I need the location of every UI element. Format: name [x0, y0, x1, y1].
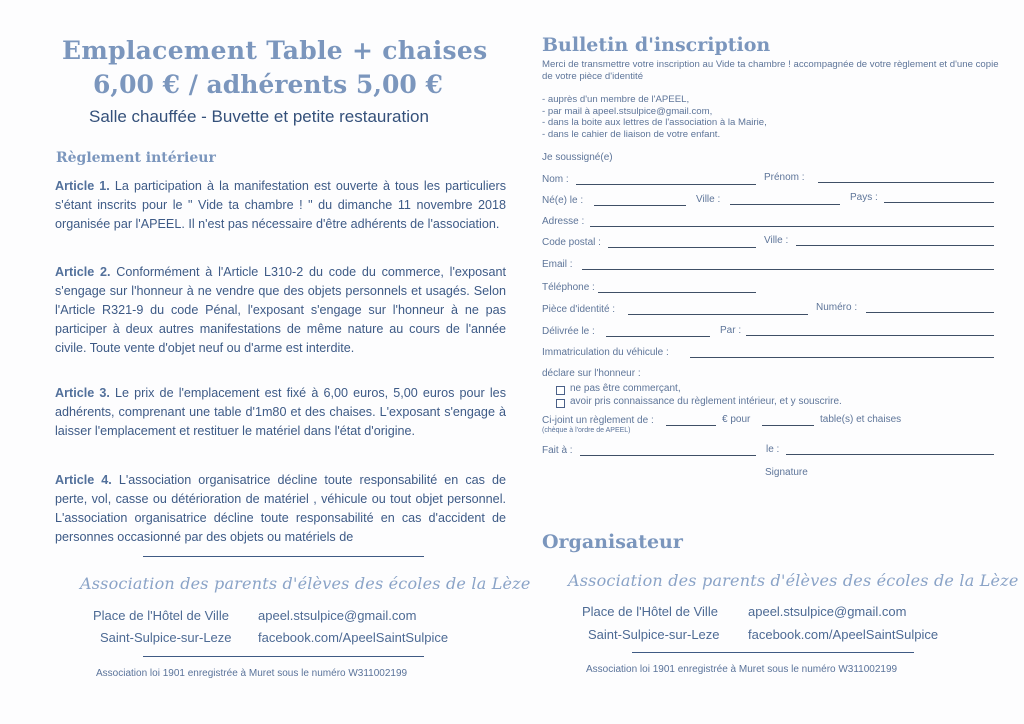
- tables-count-field[interactable]: [762, 425, 814, 426]
- tables-label: table(s) et chaises: [820, 414, 902, 425]
- nom-label: Nom :: [542, 174, 569, 185]
- article-2: [55, 263, 506, 358]
- birthdate-field[interactable]: [594, 205, 686, 206]
- city-field[interactable]: [796, 245, 994, 246]
- rules-accepted-label: avoir pris connaissance du règlement intérieur, et y souscrire.: [570, 396, 842, 407]
- issued-date-field[interactable]: [606, 336, 710, 337]
- payment-amount-field[interactable]: [666, 425, 716, 426]
- list-item: - dans le cahier de liaison de votre enfant.: [542, 128, 721, 140]
- form-title: Bulletin d'inscription: [542, 34, 771, 56]
- plate-label: Immatriculation du véhicule :: [542, 347, 669, 358]
- address-label: Adresse :: [542, 216, 585, 227]
- registration-page: [520, 0, 1024, 724]
- article-1: [55, 177, 506, 234]
- divider: [143, 556, 424, 557]
- divider: [632, 652, 914, 653]
- article-text: Le prix de l'emplacement est fixé à 6,00 euros, 5,00 euros pour les adhérents, comprenant une table d'1m80 et des chaises. L'exposant s'engage à laisser l'emplacement et restituer le matériel dans l'état d'origine.: [55, 386, 506, 438]
- registration-note: Association loi 1901 enregistrée à Muret sous le numéro W311002199: [96, 668, 408, 679]
- association-name: Association des parents d'élèves des écoles de la Lèze: [568, 571, 1019, 590]
- email-link[interactable]: apeel.stsulpice@gmail.com: [258, 608, 417, 623]
- article-label: Article 1.: [55, 179, 110, 193]
- organizer-title: Organisateur: [542, 531, 683, 553]
- country-field[interactable]: [884, 202, 994, 203]
- article-text: L'association organisatrice décline toute responsabilité en cas de perte, vol, casse ou détérioration de matériel , véhicule ou tout objet personnel. L'association organisatrice décline toute responsabilité en cas d'accident de personnes occasionné par des objets ou matériels de: [55, 473, 506, 544]
- submission-list: [542, 94, 767, 140]
- phone-field[interactable]: [598, 292, 756, 293]
- article-label: Article 2.: [55, 265, 111, 279]
- form-intro: Merci de transmettre votre inscription au Vide ta chambre ! accompagnée de votre règlement et d'une copie de votre pièce d'identité: [542, 59, 999, 82]
- article-label: Article 4.: [55, 473, 112, 487]
- country-label: Pays :: [850, 192, 878, 203]
- birthdate-label: Né(e) le :: [542, 195, 584, 206]
- list-item: - dans la boite aux lettres de l'association à la Mairie,: [542, 117, 767, 128]
- section-title: Règlement intérieur: [56, 150, 216, 166]
- birthcity-label: Ville :: [696, 194, 721, 205]
- subtitle: Salle chauffée - Buvette et petite restauration: [89, 107, 429, 126]
- id-number-label: Numéro :: [816, 302, 858, 313]
- birthcity-field[interactable]: [730, 204, 840, 205]
- date-field[interactable]: [786, 454, 994, 455]
- email-field[interactable]: [582, 269, 994, 270]
- list-item: - par mail à apeel.stsulpice@gmail.com,: [542, 105, 713, 117]
- prenom-label: Prénom :: [764, 172, 805, 183]
- id-number-field[interactable]: [866, 312, 994, 313]
- plate-field[interactable]: [690, 357, 994, 358]
- issued-by-field[interactable]: [746, 335, 994, 336]
- prenom-field[interactable]: [818, 182, 994, 183]
- article-label: Article 3.: [55, 386, 110, 400]
- address-line-2: Saint-Sulpice-sur-Leze: [588, 627, 720, 642]
- article-4: [55, 471, 506, 547]
- euro-for-label: € pour: [722, 414, 751, 425]
- postcode-field[interactable]: [608, 247, 756, 248]
- city-label: Ville :: [764, 235, 789, 246]
- id-doc-label: Pièce d'identité :: [542, 304, 616, 315]
- issued-by-label: Par :: [720, 325, 742, 336]
- not-merchant-label: ne pas être commerçant,: [570, 383, 681, 394]
- signature-label: Signature: [765, 467, 808, 478]
- article-text: La participation à la manifestation est ouverte à tous les particuliers s'étant inscrits pour le " Vide ta chambre ! " du dimanche 11 novembre 2018 organisée par l'APEEL. Il n'est pas nécessaire d'être adhérents de l'association.: [55, 179, 507, 231]
- declare-label: déclare sur l'honneur :: [542, 368, 641, 379]
- phone-label: Téléphone :: [542, 282, 595, 293]
- place-field[interactable]: [580, 455, 756, 456]
- association-name: Association des parents d'élèves des écoles de la Lèze: [80, 574, 531, 593]
- facebook-link[interactable]: facebook.com/ApeelSaintSulpice: [748, 627, 939, 642]
- registration-note: Association loi 1901 enregistrée à Muret sous le numéro W311002199: [586, 664, 898, 675]
- article-text: Conformément à l'Article L310-2 du code du commerce, l'exposant s'engage sur l'honneur à ne vendre que des objets personnels et usagés. Selon l'Article R321-9 du code Pénal, l'exposant s'engage sur l'honneur à ne pas participer à deux autres manifestations de même nature au cours de l'année civile. Toute vente d'objet neuf ou d'arme est interdite.: [55, 265, 506, 355]
- rules-accepted-checkbox[interactable]: [556, 399, 565, 408]
- email-link[interactable]: apeel.stsulpice@gmail.com: [748, 604, 907, 619]
- email-label: Email :: [542, 259, 573, 270]
- price-title: 6,00 € / adhérents 5,00 €: [93, 70, 443, 99]
- address-line-1: Place de l'Hôtel de Ville: [93, 608, 229, 623]
- article-3: [55, 384, 506, 441]
- place-label: Fait à :: [542, 445, 573, 456]
- id-doc-field[interactable]: [628, 314, 808, 315]
- list-item: - auprès d'un membre de l'APEEL,: [542, 94, 690, 105]
- undersigned-label: Je soussigné(e): [542, 152, 613, 163]
- divider: [143, 656, 424, 657]
- address-line-1: Place de l'Hôtel de Ville: [582, 604, 718, 619]
- postcode-label: Code postal :: [542, 237, 601, 248]
- issued-label: Délivrée le :: [542, 326, 595, 337]
- nom-field[interactable]: [576, 184, 756, 185]
- flyer-title: Emplacement Table + chaises: [62, 36, 488, 65]
- facebook-link[interactable]: facebook.com/ApeelSaintSulpice: [258, 630, 449, 645]
- cheque-note: (chèque à l'ordre de APEEL): [542, 427, 631, 434]
- address-line-2: Saint-Sulpice-sur-Leze: [100, 630, 232, 645]
- not-merchant-checkbox[interactable]: [556, 386, 565, 395]
- payment-label: Ci-joint un règlement de :: [542, 415, 654, 426]
- date-label: le :: [766, 444, 780, 455]
- address-field[interactable]: [590, 226, 994, 227]
